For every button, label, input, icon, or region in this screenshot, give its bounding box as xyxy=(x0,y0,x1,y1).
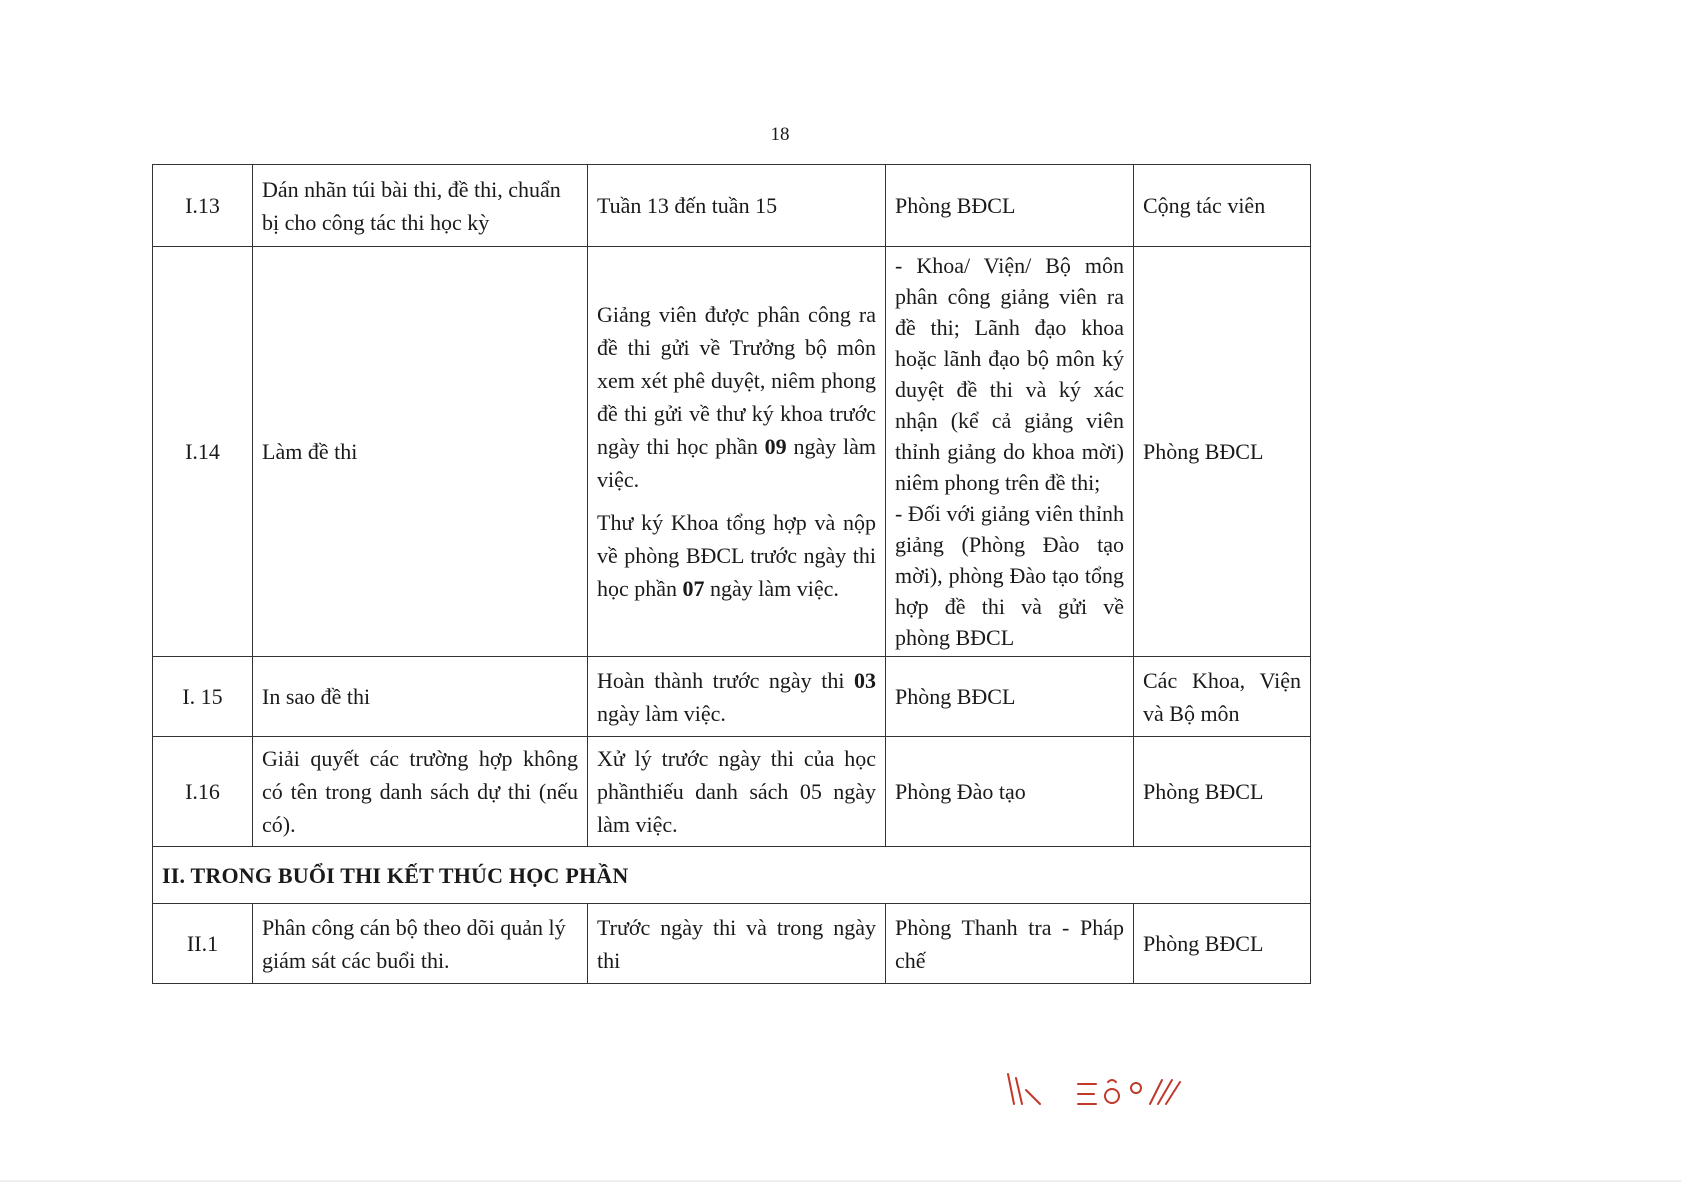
row-coord: Các Khoa, Viện và Bộ môn xyxy=(1134,657,1311,737)
table-row xyxy=(153,165,1311,247)
page-edge xyxy=(0,1180,1681,1182)
table-row xyxy=(153,904,1311,984)
page-number: 18 xyxy=(770,124,790,145)
row-code: I.13 xyxy=(153,165,253,247)
row-code: I. 15 xyxy=(153,657,253,737)
row-lead: Phòng BĐCL xyxy=(886,165,1134,247)
table-row xyxy=(153,737,1311,847)
section-heading: II. TRONG BUỔI THI KẾT THÚC HỌC PHẦN xyxy=(153,847,1311,904)
row-task: Dán nhãn túi bài thi, đề thi, chuẩn bị cho công tác thi học kỳ xyxy=(253,165,588,247)
row-code: I.16 xyxy=(153,737,253,847)
row-time: Tuần 13 đến tuần 15 xyxy=(588,165,886,247)
row-time: Trước ngày thi và trong ngày thi xyxy=(588,904,886,984)
row-time xyxy=(588,247,886,657)
row-code: II.1 xyxy=(153,904,253,984)
row-task: Giải quyết các trường hợp không có tên trong danh sách dự thi (nếu có). xyxy=(253,737,588,847)
row-lead: Phòng Đào tạo xyxy=(886,737,1134,847)
row-lead: Phòng BĐCL xyxy=(886,657,1134,737)
table-row xyxy=(153,247,1311,657)
schedule-table xyxy=(152,164,1311,984)
row-coord: Cộng tác viên xyxy=(1134,165,1311,247)
section-heading-row xyxy=(153,847,1311,904)
row-coord: Phòng BĐCL xyxy=(1134,904,1311,984)
time-paragraph: Giảng viên được phân công ra đề thi gửi về Trưởng bộ môn xem xét phê duyệt, niêm phong đề thi gửi về thư ký khoa trước ngày thi học phần 09 ngày làm việc. xyxy=(597,302,876,492)
row-task: In sao đề thi xyxy=(253,657,588,737)
row-time: Hoàn thành trước ngày thi 03 ngày làm việc. xyxy=(588,657,886,737)
row-task: Làm đề thi xyxy=(253,247,588,657)
row-task: Phân công cán bộ theo dõi quản lý giám sát các buổi thi. xyxy=(253,904,588,984)
time-paragraph: Thư ký Khoa tổng hợp và nộp về phòng BĐCL trước ngày thi học phần 07 ngày làm việc. xyxy=(597,510,876,601)
row-time: Xử lý trước ngày thi của học phầnthiếu danh sách 05 ngày làm việc. xyxy=(588,737,886,847)
row-code: I.14 xyxy=(153,247,253,657)
row-coord: Phòng BĐCL xyxy=(1134,737,1311,847)
row-lead: Phòng Thanh tra - Pháp chế xyxy=(886,904,1134,984)
handwritten-mark xyxy=(1000,1070,1200,1110)
row-coord: Phòng BĐCL xyxy=(1134,247,1311,657)
row-lead: - Khoa/ Viện/ Bộ môn phân công giảng viên ra đề thi; Lãnh đạo khoa hoặc lãnh đạo bộ môn ký duyệt đề thi và ký xác nhận (kể cả giảng viên thỉnh giảng do khoa mời) niêm phong trên đề thi; - Đối với giảng viên thỉnh giảng (Phòng Đào tạo mời), phòng Đào tạo tổng hợp đề thi và gửi về phòng BĐCL xyxy=(886,247,1134,657)
table-row xyxy=(153,657,1311,737)
